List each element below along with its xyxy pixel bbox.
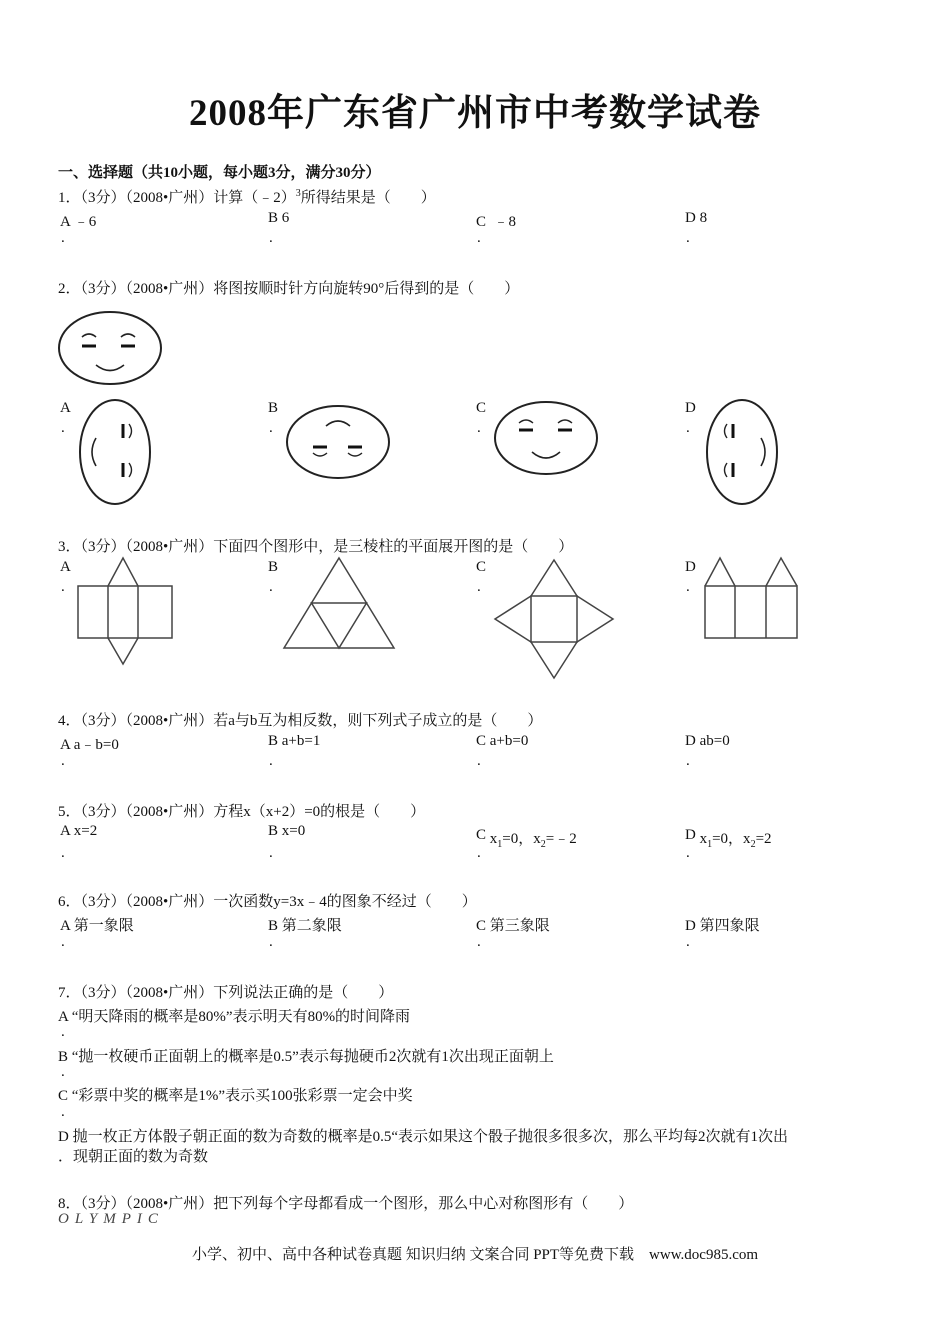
q5-d-end: =2 xyxy=(755,831,772,847)
q6-option-b[interactable] xyxy=(268,914,342,935)
q2-dot-d: . xyxy=(686,420,690,436)
q6-dot-c: . xyxy=(477,934,481,950)
q5-option-c-letter: C xyxy=(476,827,487,843)
q7-option-d[interactable]: D 抛一枚正方体骰子朝正面的数为奇数的概率是0.5“表示如果这个骰子抛很多很多次，那么平均每2次就有1次出 xyxy=(58,1129,788,1145)
q2-figure-d[interactable] xyxy=(705,398,781,506)
question-1-stem-post: 所得结果是（ ） xyxy=(300,190,436,206)
question-7-stem: 7．（3分）（2008•广州）下列说法正确的是（ ） xyxy=(58,985,394,1001)
q4-option-d[interactable] xyxy=(685,733,730,750)
q4-option-b-text: a+b=1 xyxy=(281,733,321,749)
q6-option-b-letter: B xyxy=(268,918,279,934)
q1-dot-c: . xyxy=(477,230,481,246)
q2-option-b[interactable]: B xyxy=(268,400,279,416)
q4-dot-d: . xyxy=(686,753,690,769)
q6-option-d-text: 第四象限 xyxy=(699,918,760,934)
q5-c-sub2: 2 xyxy=(540,839,546,850)
q1-option-b-letter: B xyxy=(268,210,279,226)
question-6-stem: 6．（3分）（2008•广州）一次函数y=3x﹣4的图象不经过（ ） xyxy=(58,894,477,910)
q4-dot-a: . xyxy=(61,753,65,769)
question-1-stem xyxy=(58,186,436,207)
q6-option-a-text: 第一象限 xyxy=(73,918,134,934)
q6-dot-b: . xyxy=(269,934,273,950)
q3-figure-b[interactable] xyxy=(282,556,398,652)
q6-option-c-letter: C xyxy=(476,918,487,934)
q3-figure-d[interactable] xyxy=(703,556,799,642)
q3-dot-a: . xyxy=(61,579,65,595)
q3-option-a[interactable]: A xyxy=(60,559,71,575)
q5-option-d-text xyxy=(699,831,772,850)
q7-dot-b: . xyxy=(61,1064,65,1080)
question-1-exponent: 3 xyxy=(295,188,301,199)
q6-option-c-text: 第三象限 xyxy=(489,918,550,934)
footer-text: 小学、初中、高中各种试卷真题 知识归纳 文案合同 PPT等免费下载 www.doc985.com xyxy=(191,1247,759,1263)
question-1-stem-pre: 1．（3分）（2008•广州）计算（﹣2） xyxy=(58,190,296,206)
q4-dot-c: . xyxy=(477,753,481,769)
q5-c-x1: x xyxy=(489,831,498,847)
q1-option-d-letter: D xyxy=(685,210,696,226)
q1-option-d-text: 8 xyxy=(699,210,708,226)
q4-option-c[interactable] xyxy=(476,733,528,750)
q1-option-d[interactable] xyxy=(685,210,707,227)
q1-dot-a: . xyxy=(61,230,65,246)
q5-option-a-text: x=2 xyxy=(73,823,98,839)
q1-dot-b: . xyxy=(269,230,273,246)
q5-c-end: =﹣2 xyxy=(545,831,577,847)
q5-c-mid: =0，x xyxy=(502,831,541,847)
q6-option-c[interactable] xyxy=(476,914,550,935)
q3-dot-c: . xyxy=(477,579,481,595)
q1-option-b[interactable] xyxy=(268,210,289,227)
question-3-stem: 3．（3分）（2008•广州）下面四个图形中，是三棱柱的平面展开图的是（ ） xyxy=(58,539,574,555)
q3-option-d[interactable]: D xyxy=(685,559,696,575)
q4-option-c-text: a+b=0 xyxy=(489,733,529,749)
q5-dot-d: . xyxy=(686,845,690,861)
q4-dot-b: . xyxy=(269,753,273,769)
q5-option-b[interactable] xyxy=(268,823,305,840)
q1-option-c-text: ﹣8 xyxy=(493,214,517,230)
q5-option-c-text xyxy=(489,831,577,850)
q2-dot-a: . xyxy=(61,420,65,436)
q5-dot-b: . xyxy=(269,845,273,861)
q1-option-c-letter: C xyxy=(476,214,487,230)
q7-dot-a: . xyxy=(61,1024,65,1040)
q3-option-b[interactable]: B xyxy=(268,559,279,575)
q1-option-a-letter: A xyxy=(60,214,71,230)
q4-option-b[interactable] xyxy=(268,733,320,750)
q4-option-c-letter: C xyxy=(476,733,487,749)
q5-d-mid: =0，x xyxy=(712,831,751,847)
q5-option-a-letter: A xyxy=(60,823,71,839)
q7-option-a[interactable]: A “明天降雨的概率是80%”表示明天有80%的时间降雨 xyxy=(58,1009,411,1025)
q6-dot-d: . xyxy=(686,934,690,950)
q7-option-d-continued: ．现朝正面的数为奇数 xyxy=(58,1149,209,1165)
q7-option-c[interactable]: C “彩票中奖的概率是1%”表示买100张彩票一定会中奖 xyxy=(58,1088,413,1104)
q5-option-d[interactable] xyxy=(685,823,772,850)
q5-option-b-letter: B xyxy=(268,823,279,839)
q4-option-a-text: a﹣b=0 xyxy=(73,737,119,753)
q4-option-d-text: ab=0 xyxy=(699,733,730,749)
q2-option-d[interactable]: D xyxy=(685,400,696,416)
question-8-stem: 8．（3分）（2008•广州）把下列每个字母都看成一个图形，那么中心对称图形有（ ） xyxy=(58,1196,634,1212)
q8-letters-figure: OLYMPIC xyxy=(58,1211,164,1227)
q5-c-sub1: 1 xyxy=(497,839,503,850)
q6-option-d[interactable] xyxy=(685,914,760,935)
q3-figure-a[interactable] xyxy=(76,556,176,666)
q5-d-sub1: 1 xyxy=(707,839,713,850)
q5-d-x1: x xyxy=(699,831,708,847)
q2-dot-b: . xyxy=(269,420,273,436)
question-4-stem: 4．（3分）（2008•广州）若a与b互为相反数，则下列式子成立的是（ ） xyxy=(58,713,543,729)
q5-d-sub2: 2 xyxy=(750,839,756,850)
q2-figure-a[interactable] xyxy=(78,398,154,506)
q3-dot-d: . xyxy=(686,579,690,595)
q6-dot-a: . xyxy=(61,934,65,950)
q2-option-c[interactable]: C xyxy=(476,400,487,416)
page-title: 2008年广东省广州市中考数学试卷 xyxy=(189,93,761,134)
q5-option-c[interactable] xyxy=(476,823,577,850)
q6-option-a-letter: A xyxy=(60,918,71,934)
q7-dot-c: . xyxy=(61,1104,65,1120)
q1-option-a-text: ﹣6 xyxy=(73,214,97,230)
q1-option-a[interactable] xyxy=(60,210,96,231)
q7-option-b[interactable]: B “抛一枚硬币正面朝上的概率是0.5”表示每抛硬币2次就有1次出现正面朝上 xyxy=(58,1049,554,1065)
smiley-original-figure xyxy=(58,310,168,390)
q3-figure-c[interactable] xyxy=(493,558,617,680)
q5-option-b-text: x=0 xyxy=(281,823,306,839)
q1-option-b-text: 6 xyxy=(281,210,290,226)
q1-option-c[interactable] xyxy=(476,210,516,231)
q6-option-a[interactable] xyxy=(60,914,134,935)
q3-dot-b: . xyxy=(269,579,273,595)
q6-option-b-text: 第二象限 xyxy=(281,918,342,934)
q2-option-a[interactable]: A xyxy=(60,400,71,416)
q4-option-d-letter: D xyxy=(685,733,696,749)
q5-option-d-letter: D xyxy=(685,827,696,843)
q3-option-c[interactable]: C xyxy=(476,559,487,575)
q5-dot-c: . xyxy=(477,845,481,861)
q6-option-d-letter: D xyxy=(685,918,696,934)
q5-option-a[interactable] xyxy=(60,823,97,840)
q5-dot-a: . xyxy=(61,845,65,861)
q4-option-a-letter: A xyxy=(60,737,71,753)
question-5-stem: 5．（3分）（2008•广州）方程x（x+2）=0的根是（ ） xyxy=(58,804,426,820)
section-heading: 一、选择题（共10小题，每小题3分，满分30分） xyxy=(58,165,381,181)
q4-option-b-letter: B xyxy=(268,733,279,749)
q1-dot-d: . xyxy=(686,230,690,246)
q2-dot-c: . xyxy=(477,420,481,436)
q2-figure-b[interactable] xyxy=(286,402,392,482)
question-2-stem: 2．（3分）（2008•广州）将图按顺时针方向旋转90°后得到的是（ ） xyxy=(58,281,520,297)
q2-figure-c[interactable] xyxy=(494,398,600,478)
q4-option-a[interactable] xyxy=(60,733,119,754)
